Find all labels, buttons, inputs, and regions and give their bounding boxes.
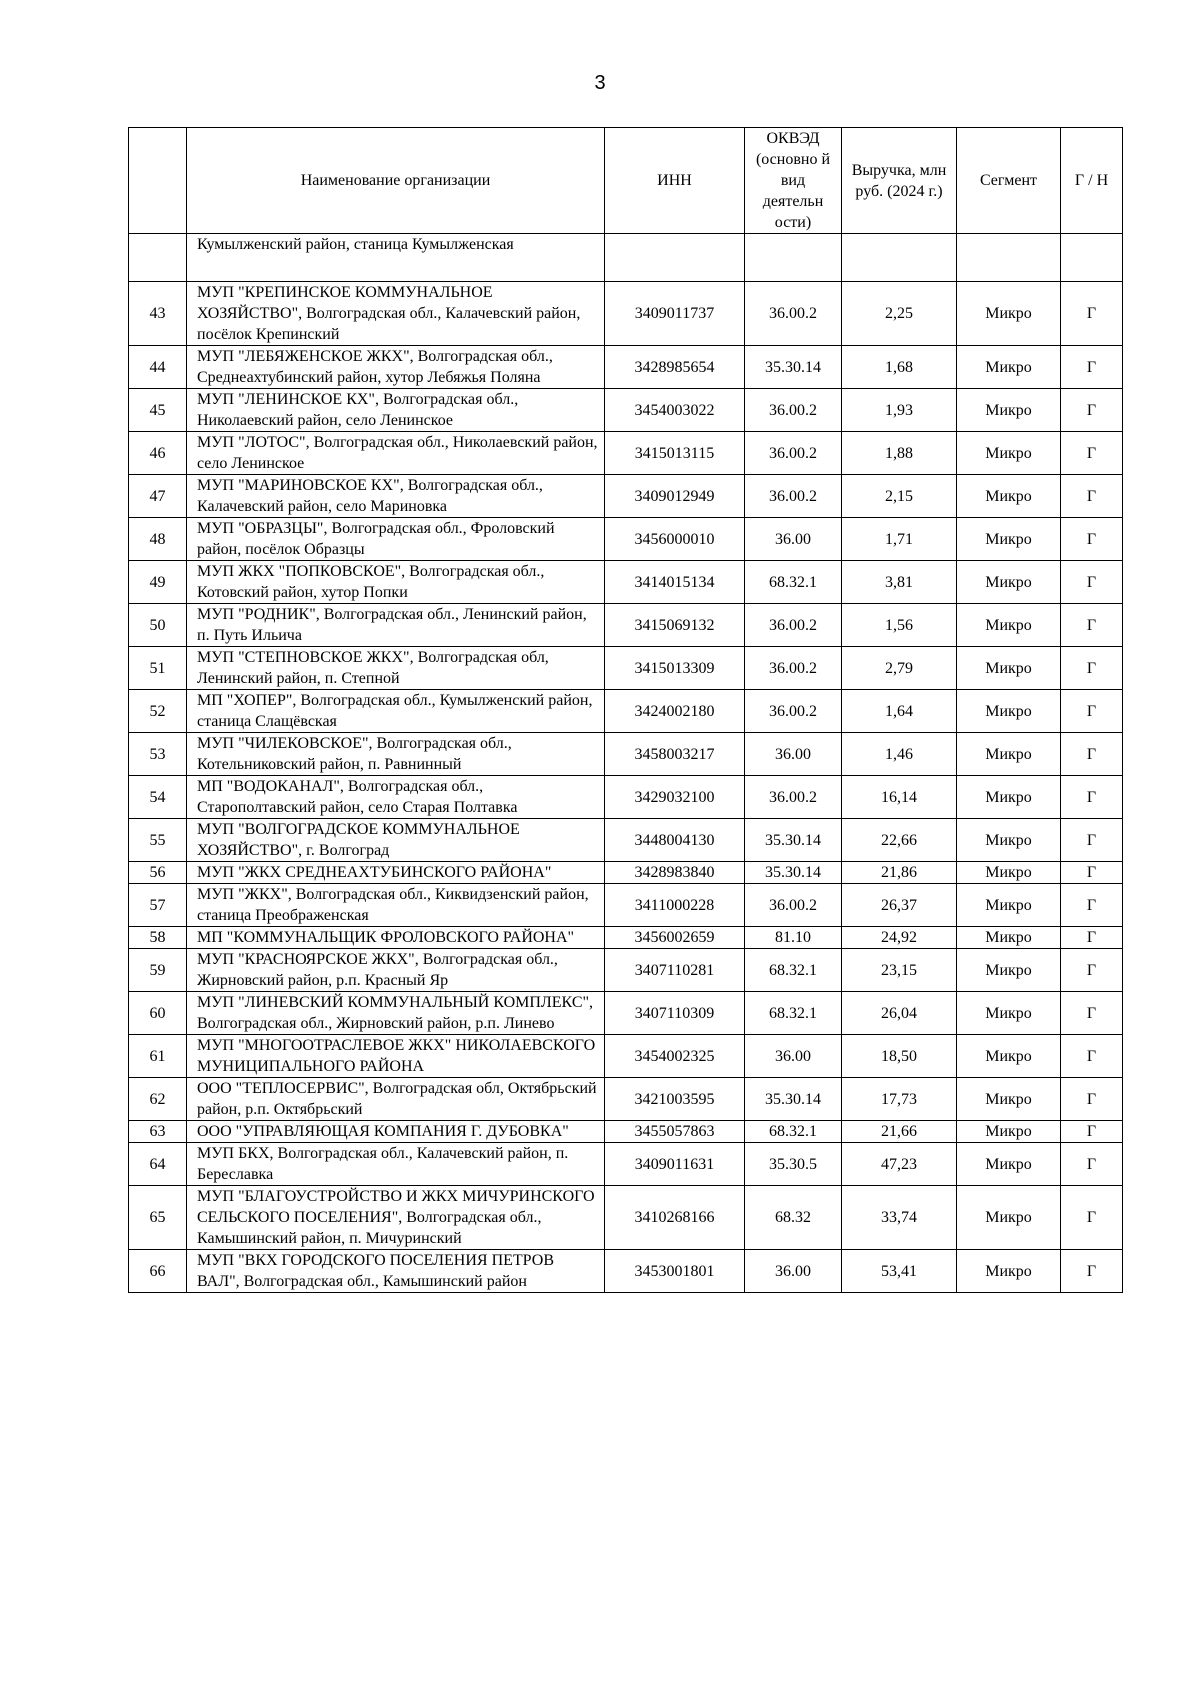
table-row — [129, 862, 1123, 884]
table-row — [129, 776, 1123, 819]
cell-inn: 3415013309 — [605, 647, 745, 690]
cell-gn: Г — [1061, 1121, 1123, 1143]
cell-segment: Микро — [957, 1250, 1061, 1293]
cell-inn: 3414015134 — [605, 561, 745, 604]
table-row — [129, 389, 1123, 432]
cell-num: 54 — [129, 776, 187, 819]
cell-gn: Г — [1061, 389, 1123, 432]
cell-revenue: 1,93 — [842, 389, 957, 432]
cell-segment: Микро — [957, 389, 1061, 432]
cell-gn: Г — [1061, 475, 1123, 518]
cell-num: 58 — [129, 927, 187, 949]
cell-revenue: 1,56 — [842, 604, 957, 647]
cell-name: МУП "БЛАГОУСТРОЙСТВО И ЖКХ МИЧУРИНСКОГО СЕЛЬСКОГО ПОСЕЛЕНИЯ", Волгоградская обл., Камышинский район, п. Мичуринский — [187, 1186, 605, 1250]
cell-okved: 36.00.2 — [745, 647, 842, 690]
cell-name: МУП "ЛЕБЯЖЕНСКОЕ ЖКХ", Волгоградская обл., Среднеахтубинский район, хутор Лебяжья Поляна — [187, 346, 605, 389]
cell-name: МУП "ВКХ ГОРОДСКОГО ПОСЕЛЕНИЯ ПЕТРОВ ВАЛ", Волгоградская обл., Камышинский район — [187, 1250, 605, 1293]
cell-gn: Г — [1061, 604, 1123, 647]
cell-revenue: 1,71 — [842, 518, 957, 561]
table-row — [129, 690, 1123, 733]
cell-num: 61 — [129, 1035, 187, 1078]
cell-segment: Микро — [957, 1078, 1061, 1121]
cell-segment: Микро — [957, 647, 1061, 690]
cell-okved: 36.00.2 — [745, 884, 842, 927]
cell-okved: 36.00.2 — [745, 475, 842, 518]
cell-num: 57 — [129, 884, 187, 927]
cell-name: ООО "УПРАВЛЯЮЩАЯ КОМПАНИЯ Г. ДУБОВКА" — [187, 1121, 605, 1143]
cell-segment: Микро — [957, 282, 1061, 346]
cell-revenue: 18,50 — [842, 1035, 957, 1078]
cell-segment: Микро — [957, 776, 1061, 819]
cell-inn: 3409011631 — [605, 1143, 745, 1186]
cell-name: МП "ХОПЕР", Волгоградская обл., Кумылженский район, станица Слащёвская — [187, 690, 605, 733]
cell-revenue: 53,41 — [842, 1250, 957, 1293]
table-row — [129, 733, 1123, 776]
cell-revenue: 1,88 — [842, 432, 957, 475]
table-row — [129, 884, 1123, 927]
cell-num: 47 — [129, 475, 187, 518]
cell-okved: 36.00.2 — [745, 776, 842, 819]
cell-num: 44 — [129, 346, 187, 389]
cell-gn: Г — [1061, 518, 1123, 561]
header-revenue: Выручка, млн руб. (2024 г.) — [842, 128, 957, 234]
cell-okved: 36.00.2 — [745, 690, 842, 733]
table-row — [129, 1121, 1123, 1143]
cell-okved: 36.00 — [745, 1035, 842, 1078]
cell-okved: 36.00 — [745, 518, 842, 561]
cell-inn: 3455057863 — [605, 1121, 745, 1143]
cell-name: МУП "ВОЛГОГРАДСКОЕ КОММУНАЛЬНОЕ ХОЗЯЙСТВО", г. Волгоград — [187, 819, 605, 862]
table-row — [129, 1078, 1123, 1121]
cell-inn: 3409011737 — [605, 282, 745, 346]
table-row — [129, 561, 1123, 604]
cell-revenue: 1,68 — [842, 346, 957, 389]
cell-gn: Г — [1061, 862, 1123, 884]
cell-revenue: 1,46 — [842, 733, 957, 776]
table-row — [129, 949, 1123, 992]
cell-inn: 3424002180 — [605, 690, 745, 733]
table-row — [129, 1035, 1123, 1078]
cell-num: 60 — [129, 992, 187, 1035]
table-row — [129, 647, 1123, 690]
cell-inn: 3458003217 — [605, 733, 745, 776]
cell-num: 63 — [129, 1121, 187, 1143]
cell-num: 46 — [129, 432, 187, 475]
table-row — [129, 518, 1123, 561]
cell-name: Кумылженский район, станица Кумылженская — [187, 234, 605, 282]
cell-gn: Г — [1061, 819, 1123, 862]
cell-segment: Микро — [957, 604, 1061, 647]
page-number: 3 — [594, 72, 606, 94]
cell-name: МУП БКХ, Волгоградская обл., Калачевский район, п. Береславка — [187, 1143, 605, 1186]
cell-gn — [1061, 234, 1123, 282]
cell-num: 53 — [129, 733, 187, 776]
cell-gn: Г — [1061, 927, 1123, 949]
cell-okved: 68.32.1 — [745, 1121, 842, 1143]
cell-num: 52 — [129, 690, 187, 733]
cell-name: МУП "ОБРАЗЦЫ", Волгоградская обл., Фроловский район, посёлок Образцы — [187, 518, 605, 561]
cell-num: 62 — [129, 1078, 187, 1121]
cell-inn: 3454002325 — [605, 1035, 745, 1078]
cell-gn: Г — [1061, 776, 1123, 819]
cell-name: ООО "ТЕПЛОСЕРВИС", Волгоградская обл, Октябрьский район, р.п. Октябрьский — [187, 1078, 605, 1121]
cell-inn: 3411000228 — [605, 884, 745, 927]
cell-segment: Микро — [957, 346, 1061, 389]
cell-okved: 36.00.2 — [745, 389, 842, 432]
cell-revenue: 17,73 — [842, 1078, 957, 1121]
header-name: Наименование организации — [187, 128, 605, 234]
cell-inn: 3410268166 — [605, 1186, 745, 1250]
cell-revenue: 24,92 — [842, 927, 957, 949]
cell-gn: Г — [1061, 561, 1123, 604]
cell-name: МУП "ЛЕНИНСКОЕ КХ", Волгоградская обл., Николаевский район, село Ленинское — [187, 389, 605, 432]
cell-segment: Микро — [957, 884, 1061, 927]
cell-inn — [605, 234, 745, 282]
header-gn: Г / Н — [1061, 128, 1123, 234]
cell-okved: 36.00.2 — [745, 604, 842, 647]
table-row — [129, 992, 1123, 1035]
cell-name: МУП "ЖКХ", Волгоградская обл., Киквидзенский район, станица Преображенская — [187, 884, 605, 927]
table-row — [129, 346, 1123, 389]
cell-okved: 36.00.2 — [745, 282, 842, 346]
cell-revenue: 21,86 — [842, 862, 957, 884]
cell-okved: 36.00.2 — [745, 432, 842, 475]
cell-segment: Микро — [957, 1035, 1061, 1078]
table-row — [129, 475, 1123, 518]
cell-num: 66 — [129, 1250, 187, 1293]
cell-revenue: 21,66 — [842, 1121, 957, 1143]
cell-revenue: 23,15 — [842, 949, 957, 992]
cell-inn: 3415069132 — [605, 604, 745, 647]
cell-inn: 3428983840 — [605, 862, 745, 884]
cell-revenue: 47,23 — [842, 1143, 957, 1186]
cell-name: МУП "МАРИНОВСКОЕ КХ", Волгоградская обл., Калачевский район, село Мариновка — [187, 475, 605, 518]
cell-inn: 3409012949 — [605, 475, 745, 518]
cell-num: 43 — [129, 282, 187, 346]
cell-name: МУП "МНОГООТРАСЛЕВОЕ ЖКХ" НИКОЛАЕВСКОГО МУНИЦИПАЛЬНОГО РАЙОНА — [187, 1035, 605, 1078]
cell-name: МП "ВОДОКАНАЛ", Волгоградская обл., Старополтавский район, село Старая Полтавка — [187, 776, 605, 819]
cell-segment: Микро — [957, 862, 1061, 884]
cell-revenue: 33,74 — [842, 1186, 957, 1250]
cell-revenue: 3,81 — [842, 561, 957, 604]
cell-inn: 3407110281 — [605, 949, 745, 992]
cell-segment: Микро — [957, 992, 1061, 1035]
cell-name: МУП "ЛИНЕВСКИЙ КОММУНАЛЬНЫЙ КОМПЛЕКС", Волгоградская обл., Жирновский район, р.п. Линево — [187, 992, 605, 1035]
cell-name: МУП "СТЕПНОВСКОЕ ЖКХ", Волгоградская обл, Ленинский район, п. Степной — [187, 647, 605, 690]
cell-inn: 3428985654 — [605, 346, 745, 389]
cell-okved: 36.00 — [745, 733, 842, 776]
cell-segment: Микро — [957, 475, 1061, 518]
cell-num — [129, 234, 187, 282]
cell-okved: 68.32.1 — [745, 561, 842, 604]
cell-num: 49 — [129, 561, 187, 604]
cell-gn: Г — [1061, 690, 1123, 733]
cell-revenue: 1,64 — [842, 690, 957, 733]
cell-segment: Микро — [957, 949, 1061, 992]
cell-gn: Г — [1061, 884, 1123, 927]
cell-name: МУП "ЛОТОС", Волгоградская обл., Николаевский район, село Ленинское — [187, 432, 605, 475]
cell-gn: Г — [1061, 992, 1123, 1035]
cell-num: 64 — [129, 1143, 187, 1186]
cell-inn: 3456000010 — [605, 518, 745, 561]
cell-gn: Г — [1061, 1078, 1123, 1121]
cell-okved: 68.32.1 — [745, 949, 842, 992]
cell-num: 59 — [129, 949, 187, 992]
cell-revenue — [842, 234, 957, 282]
cell-num: 51 — [129, 647, 187, 690]
cell-name: МП "КОММУНАЛЬЩИК ФРОЛОВСКОГО РАЙОНА" — [187, 927, 605, 949]
table-row — [129, 927, 1123, 949]
cell-inn: 3448004130 — [605, 819, 745, 862]
cell-revenue: 16,14 — [842, 776, 957, 819]
cell-revenue: 26,04 — [842, 992, 957, 1035]
cell-inn: 3415013115 — [605, 432, 745, 475]
cell-num: 48 — [129, 518, 187, 561]
cell-segment: Микро — [957, 819, 1061, 862]
cell-okved: 35.30.14 — [745, 1078, 842, 1121]
cell-revenue: 22,66 — [842, 819, 957, 862]
cell-gn: Г — [1061, 949, 1123, 992]
header-segment: Сегмент — [957, 128, 1061, 234]
table-row — [129, 432, 1123, 475]
cell-num: 45 — [129, 389, 187, 432]
cell-gn: Г — [1061, 733, 1123, 776]
cell-num: 65 — [129, 1186, 187, 1250]
cell-gn: Г — [1061, 1143, 1123, 1186]
cell-num: 55 — [129, 819, 187, 862]
cell-segment: Микро — [957, 518, 1061, 561]
cell-name: МУП ЖКХ "ПОПКОВСКОЕ", Волгоградская обл., Котовский район, хутор Попки — [187, 561, 605, 604]
cell-num: 50 — [129, 604, 187, 647]
cell-gn: Г — [1061, 647, 1123, 690]
table-row — [129, 1143, 1123, 1186]
cell-gn: Г — [1061, 282, 1123, 346]
cell-gn: Г — [1061, 432, 1123, 475]
continuation-row — [129, 234, 1123, 282]
cell-segment: Микро — [957, 432, 1061, 475]
table-row — [129, 282, 1123, 346]
cell-okved: 35.30.14 — [745, 346, 842, 389]
cell-name: МУП "ЧИЛЕКОВСКОЕ", Волгоградская обл., Котельниковский район, п. Равнинный — [187, 733, 605, 776]
cell-name: МУП "РОДНИК", Волгоградская обл., Ленинский район, п. Путь Ильича — [187, 604, 605, 647]
cell-okved — [745, 234, 842, 282]
cell-segment: Микро — [957, 561, 1061, 604]
header-num — [129, 128, 187, 234]
cell-segment: Микро — [957, 1186, 1061, 1250]
cell-num: 56 — [129, 862, 187, 884]
cell-segment: Микро — [957, 1143, 1061, 1186]
table-row — [129, 819, 1123, 862]
cell-segment — [957, 234, 1061, 282]
cell-gn: Г — [1061, 1035, 1123, 1078]
cell-inn: 3453001801 — [605, 1250, 745, 1293]
cell-name: МУП "КРЕПИНСКОЕ КОММУНАЛЬНОЕ ХОЗЯЙСТВО", Волгоградская обл., Калачевский район, посёлок Крепинский — [187, 282, 605, 346]
cell-inn: 3407110309 — [605, 992, 745, 1035]
table-row — [129, 604, 1123, 647]
cell-inn: 3456002659 — [605, 927, 745, 949]
header-okved: ОКВЭД (основно й вид деятельн ости) — [745, 128, 842, 234]
cell-inn: 3429032100 — [605, 776, 745, 819]
cell-revenue: 2,79 — [842, 647, 957, 690]
cell-revenue: 2,15 — [842, 475, 957, 518]
cell-okved: 35.30.14 — [745, 819, 842, 862]
cell-name: МУП "ЖКХ СРЕДНЕАХТУБИНСКОГО РАЙОНА" — [187, 862, 605, 884]
cell-segment: Микро — [957, 690, 1061, 733]
cell-okved: 68.32.1 — [745, 992, 842, 1035]
cell-gn: Г — [1061, 1186, 1123, 1250]
cell-revenue: 2,25 — [842, 282, 957, 346]
cell-inn: 3454003022 — [605, 389, 745, 432]
organizations-table — [128, 127, 1123, 1293]
cell-segment: Микро — [957, 1121, 1061, 1143]
table-row — [129, 1250, 1123, 1293]
cell-gn: Г — [1061, 1250, 1123, 1293]
cell-segment: Микро — [957, 927, 1061, 949]
cell-okved: 36.00 — [745, 1250, 842, 1293]
cell-name: МУП "КРАСНОЯРСКОЕ ЖКХ", Волгоградская обл., Жирновский район, р.п. Красный Яр — [187, 949, 605, 992]
cell-okved: 35.30.5 — [745, 1143, 842, 1186]
table-header-row — [129, 128, 1123, 234]
cell-okved: 68.32 — [745, 1186, 842, 1250]
cell-inn: 3421003595 — [605, 1078, 745, 1121]
cell-okved: 35.30.14 — [745, 862, 842, 884]
cell-okved: 81.10 — [745, 927, 842, 949]
cell-gn: Г — [1061, 346, 1123, 389]
header-inn: ИНН — [605, 128, 745, 234]
cell-revenue: 26,37 — [842, 884, 957, 927]
cell-segment: Микро — [957, 733, 1061, 776]
table-row — [129, 1186, 1123, 1250]
